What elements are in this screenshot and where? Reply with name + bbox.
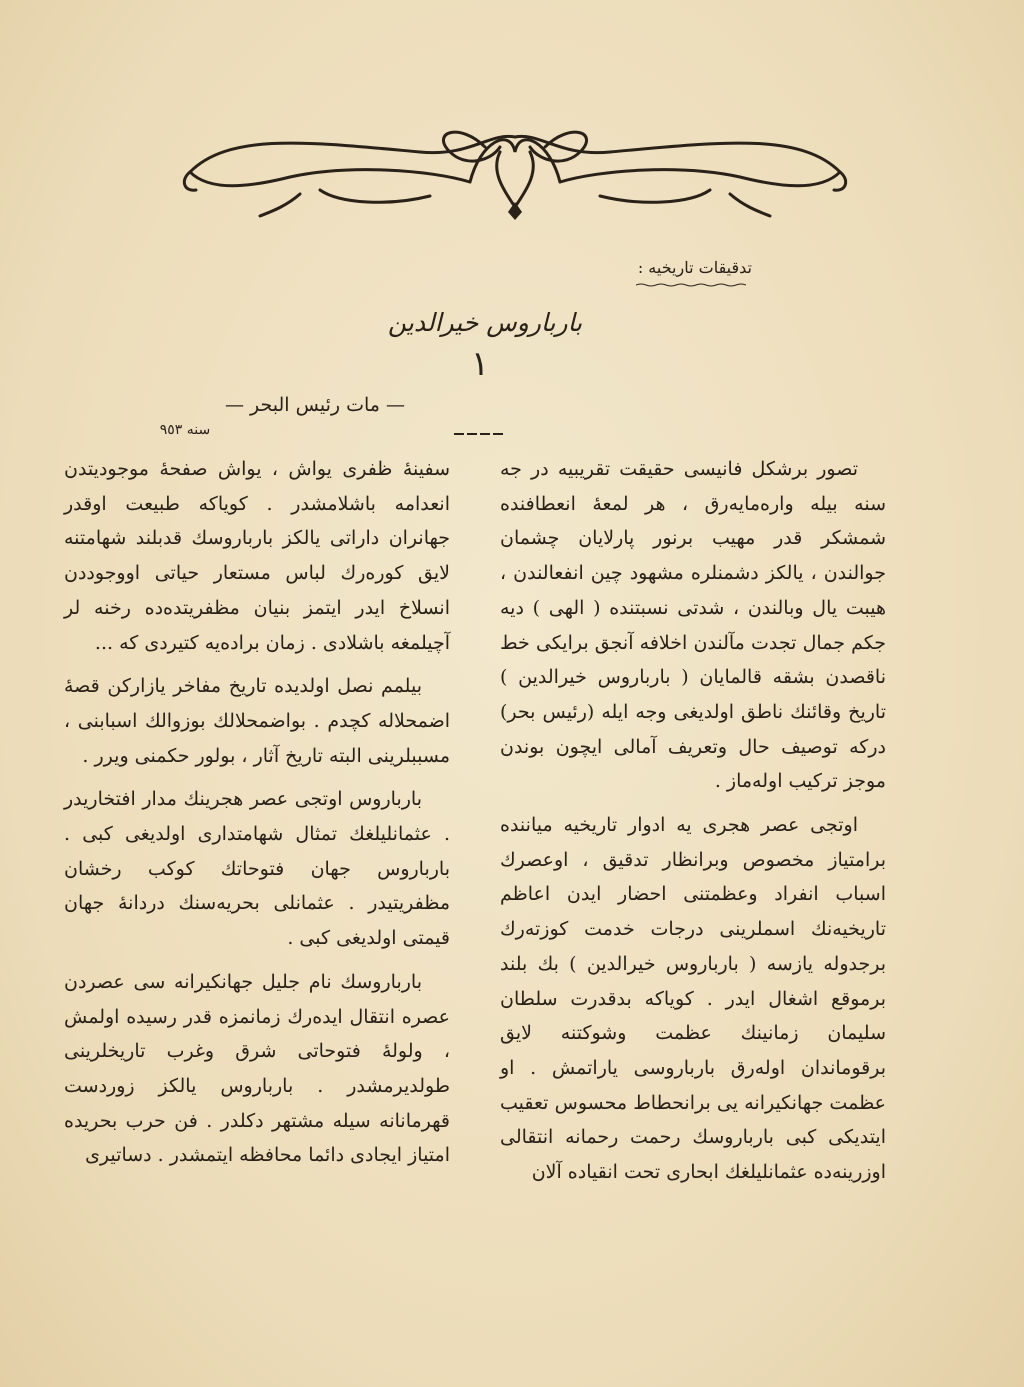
paragraph: بارباروس اوتجى عصر هجرينك مدار افتخاريدر . عثمانليلغك تمثال شهامتدارى اولديغى كبى . بارباروس جهان فتوحاتك كوكب رخشان مظفريتيدر . عثمانلى بحريەسنك دردانهٔ جهان قيمتى اولديغى كبى . [64,788,450,950]
right-text-column [500,452,886,1199]
article-subtitle: — مات رئيس البحر — [225,394,405,416]
separator-dash [452,432,508,436]
paragraph: تصور برشكل فانيسى حقيقت تقريبيه در جه سنه بيله وارەمايەرق ، هر لمعهٔ انعطافنده شمشكر قدر مهيب برنور پارلايان چشمان جوالندن ، يالكز دشمنلره مشهود چين انفعالندن ، هيبت يال وبالندن ، شدتى نسبتنده ( الهى ) ديه جكم جمال تجدت مآلندن اخلافه آنجق برايكى خط ناقصدن بشقه قالمايان ( بارباروس خيرالدين ) تاريخ وقائنك ناطق اولديغى وجه ايله (رئيس بحر) دركه توصيف حال وتعريف آمالى ايچون بوندن موجز تركيب اولەماز . [500,458,886,793]
paragraph: بيلمم نصل اولديده تاريخ مفاخر يازاركن قصهٔ اضمحلاله كچدم . بواضمحلالك بوزوالك اسبابنى ، مسببلرينى البته تاريخ آثار ، بولور حكمنى ويرر . [64,675,450,767]
paragraph: اوتجى عصر هجرى يه ادوار تاريخيه ميانندە برامتياز مخصوص وبرانظار تدقيق ، اوعصرك اسباب انفراد وعظمتنى احضار ايدن اعاظم تاريخيەنك اسملرينى درجات خدمت كوزتەرك برجدوله يازسه ( بارباروس خيرالدين ) بك بلند برموقع اشغال ايدر . كوياكه بدقدرت سلطان سليمان زمانينك عظمت وشوكتنه لايق برقوماندان اولەرق بارباروسى ياراتمش . او عظمت جهانكيرانه يى برانحطاط محسوس تعقيب ايتديكى كبى بارباروسك رحمت رحمانه انتقالى اوزرينەدە عثمانليلغك ابحارى تحت انقيادە آلان [500,814,886,1184]
left-text-column [64,452,450,1182]
section-label-underline [636,283,746,287]
section-label: تدقيقات تاريخيه : [637,258,752,277]
part-number: ١ [470,344,490,384]
art-nouveau-header-ornament [170,112,860,222]
date-line: سنه ٩٥٣ [159,422,211,438]
paragraph: بارباروسك نام جليل جهانكيرانه سى عصردن عصره انتقال ايدەرك زمانمزه قدر رسيده اولمش ، ولولهٔ فتوحاتى شرق وغرب تاريخلرينى طولديرمشدر . بارباروس يالكز زوردست قهرمانانه سيله مشتهر دكلدر . فن حرب بحريده امتياز ايجادى دائما محافظه ايتمشدر . دساتيرى [64,970,450,1167]
article-title: بارباروس خیرالدین [387,308,583,337]
paragraph: سفينهٔ ظفرى يواش ، يواش صفحهٔ موجوديتدن انعدامه باشلامشدر . كوياكه طبيعت اوقدر جهانران داراتى يالكز بارباروسك قدبلند شهامتنه لايق كورەرك لباس مستعار حياتى اووجوددن انسلاخ ايدر ايتمز بنيان مظفريتدەدە رخنه لر آچيلمغه باشلادى . زمان برادەيه كتيردى كه ... [64,458,450,654]
